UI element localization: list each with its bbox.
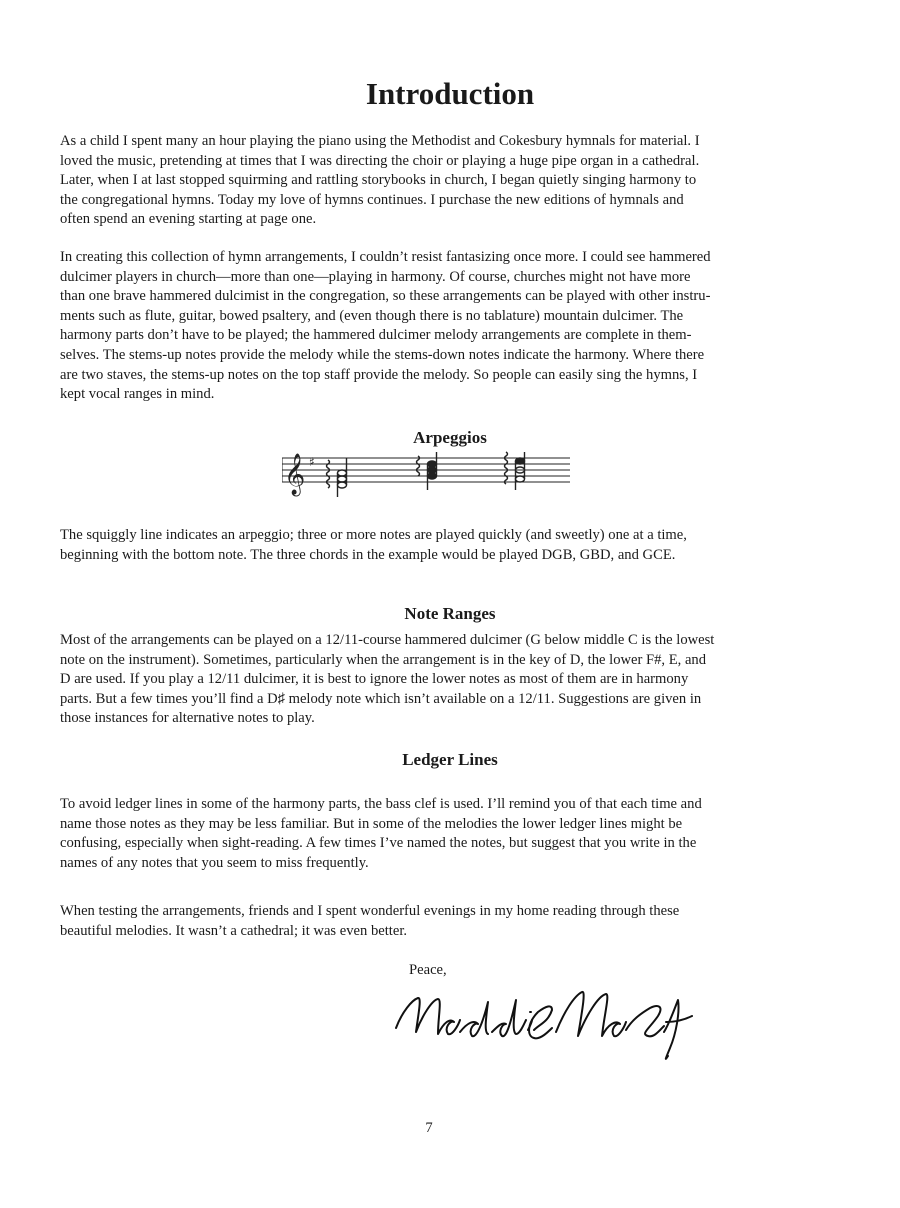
text-line: kept vocal ranges in mind. — [60, 386, 215, 403]
text-line: parts. But a few times you’ll find a D♯ melody note which isn’t available on a 12/11. Suggestions are given in — [60, 690, 702, 707]
text-line: In creating this collection of hymn arrangements, I couldn’t resist fantasizing once more. I could see hammered — [60, 249, 711, 265]
page-title: Introduction — [365, 76, 535, 111]
text-line: dulcimer players in church—more than one—playing in harmony. Of course, churches might not have more — [60, 268, 691, 285]
arpeggios-heading: Arpeggios — [413, 428, 487, 447]
text-line: Most of the arrangements can be played on a 12/11-course hammered dulcimer (G below middle C is the lowest — [60, 632, 715, 648]
signoff: Peace, — [409, 962, 447, 978]
arpeggio-staff-figure — [282, 450, 572, 502]
text-line: To avoid ledger lines in some of the harmony parts, the bass clef is used. I’ll remind you of that each time and — [60, 796, 702, 812]
arpeggios-text — [60, 526, 840, 565]
text-line: beautiful melodies. It wasn’t a cathedral; it was even better. — [60, 922, 408, 939]
arpeggio-squiggle-icon — [417, 456, 420, 476]
sharp-sign-icon: ♯ — [309, 455, 315, 469]
text-line: are two staves, the stems-up notes on the top staff provide the melody. So people can easily sing the hymns, I — [60, 366, 698, 383]
intro-paragraph-2 — [60, 248, 840, 405]
text-line: names of any notes that you seem to miss frequently. — [60, 854, 369, 871]
page-number: 7 — [425, 1120, 433, 1136]
text-line: ments such as flute, guitar, bowed psaltery, and (even though there is no tablature) mountain dulcimer. The — [60, 307, 684, 324]
text-line: note on the instrument). Sometimes, particularly when the arrangement is in the key of D, the lower F#, E, and — [60, 651, 707, 668]
text-line: name those notes as they may be less familiar. But in some of the melodies the lower ledger lines might be — [60, 815, 683, 832]
ledger-lines-heading: Ledger Lines — [402, 750, 498, 769]
text-line: Later, when I at last stopped squirming and rattling storybooks in church, I began quietly singing harmony to — [60, 172, 697, 189]
text-line: harmony parts don’t have to be played; the hammered dulcimer melody arrangements are complete in them- — [60, 327, 692, 344]
text-line: often spend an evening starting at page one. — [60, 211, 317, 228]
text-line: selves. The stems-up notes provide the melody while the stems-down notes indicate the harmony. Where there — [60, 346, 705, 363]
arpeggio-squiggle-icon — [505, 452, 508, 484]
treble-clef-icon: 𝄞 — [284, 454, 306, 495]
text-line: As a child I spent many an hour playing the piano using the Methodist and Cokesbury hymnals for material. I — [60, 133, 700, 149]
text-line: than one brave hammered dulcimist in the congregation, so these arrangements can be played with other instru- — [60, 288, 711, 305]
signature-image — [388, 982, 698, 1064]
text-line: beginning with the bottom note. The three chords in the example would be played DGB, GBD, and GCE. — [60, 546, 676, 563]
text-line: the congregational hymns. Today my love of hymns continues. I purchase the new editions of hymnals and — [60, 191, 684, 208]
note-ranges-heading: Note Ranges — [404, 604, 496, 623]
text-line: loved the music, pretending at times that I was directing the choir or playing a huge pipe organ in a cathedral. — [60, 152, 700, 169]
note-ranges-text — [60, 631, 840, 729]
intro-paragraph-1 — [60, 132, 840, 230]
ledger-lines-text — [60, 795, 840, 873]
text-line: those instances for alternative notes to play. — [60, 710, 315, 727]
text-line: D are used. If you play a 12/11 dulcimer, it is best to ignore the lower notes as most of them are in harmony — [60, 671, 689, 688]
text-line: When testing the arrangements, friends and I spent wonderful evenings in my home reading through these — [60, 903, 680, 919]
text-line: confusing, especially when sight-reading. A few times I’ve named the notes, but suggest that you write in the — [60, 835, 697, 852]
closing-text — [60, 902, 840, 941]
text-line: The squiggly line indicates an arpeggio; three or more notes are played quickly (and sweetly) one at a time, — [60, 527, 687, 543]
